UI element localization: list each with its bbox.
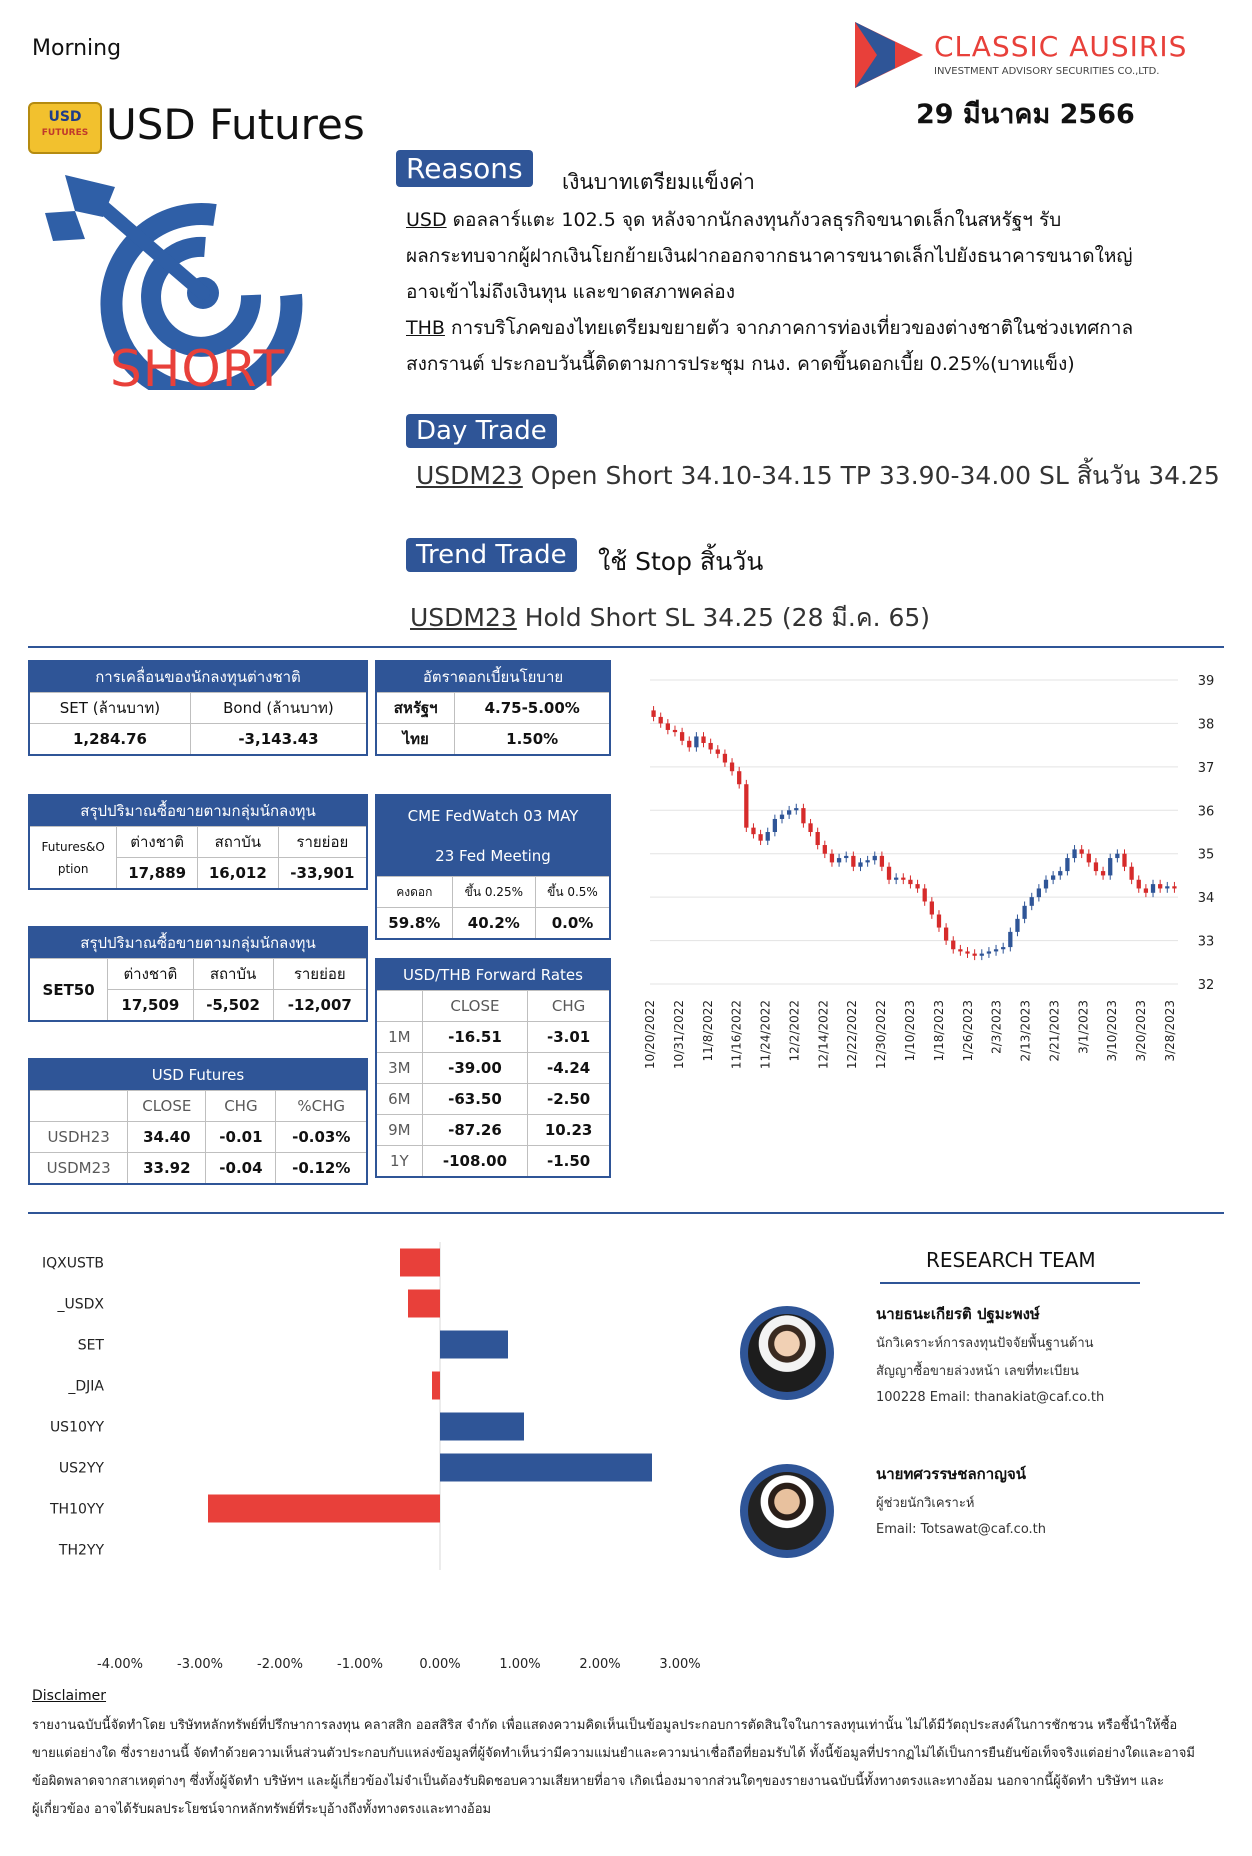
x-tick-label: -2.00% [257,1657,303,1670]
investor-set50-rowlabel: SET50 [29,959,108,1022]
x-tick-label: 12/22/2022 [845,1000,860,1070]
x-tick-label: 10/20/2022 [643,1000,657,1070]
usd-futures-close: 33.92 [128,1153,206,1185]
usd-tag: USD [406,209,447,231]
candle-body [873,856,877,860]
day-trade-symbol: USDM23 [416,461,523,490]
x-tick-label: 11/16/2022 [729,1000,744,1070]
candle-body [1115,854,1119,858]
candle-body [858,862,862,866]
forward-chg: -3.01 [528,1022,610,1053]
candle-body [730,763,734,772]
usd-futures-header: CHG [206,1091,276,1122]
disclaimer-line: รายงานฉบับนี้จัดทำโดย บริษัทหลักทรัพย์ที่ปรึกษาการลงทุน คลาสสิก ออสสิริส จำกัด เพื่อแสดงความคิดเห็นเป็นข้อมูลประกอบการตัดสินใจในการลงทุนเท่านั้น ไม่ได้มีวัตถุประสงค์ในการชักชวน หรือชี้นำให้ซื้อ [32,1718,1178,1733]
y-tick-label: 33 [1197,934,1215,950]
company-logo-icon [855,22,923,88]
investor-set50-title: สรุปปริมาณซื้อขายตามกลุ่มนักลงทุน [29,927,367,959]
candle-body [801,808,805,823]
trend-trade-text: Hold Short SL 34.25 (28 มี.ค. 65) [516,603,931,632]
forward-close: -87.26 [422,1115,528,1146]
investor-futures-value: 16,012 [197,858,278,890]
candle-body [680,732,684,741]
usd-futures-symbol: USDH23 [29,1122,128,1153]
x-tick-label: 3/1/2023 [1076,1000,1091,1054]
candle-body [780,815,784,819]
forward-tenor: 1Y [376,1146,422,1178]
candle-body [980,954,984,956]
candle-body [1094,862,1098,871]
candle-body [994,949,998,951]
investor-futures-value: 17,889 [117,858,198,890]
usd-futures-row [29,1122,367,1153]
fedwatch-value: 0.0% [535,908,610,940]
report-date: 29 มีนาคม 2566 [916,99,1135,130]
analyst-contact: 100228 Email: thanakiat@caf.co.th [876,1390,1105,1405]
investor-futures-rowlabel [29,827,117,890]
x-tick-label: 2/21/2023 [1047,1000,1062,1062]
candle-body [701,736,705,743]
usd-futures-pct: -0.12% [276,1153,367,1185]
analyst-contact: Email: Totsawat@caf.co.th [876,1522,1047,1537]
signal-label: SHORT [110,340,286,398]
candle-body [1015,919,1019,932]
investor-set50-value: 17,509 [108,990,193,1022]
candle-body [1044,880,1048,889]
candle-body [951,941,955,950]
forward-header: CLOSE [422,991,528,1022]
investor-futures-table [28,794,368,890]
candle-body [716,749,720,753]
disclaimer-title: Disclaimer [32,1688,107,1704]
candle-body [758,834,762,841]
candle-body [808,823,812,832]
forward-row [376,1115,610,1146]
usd-futures-table [28,1058,368,1185]
candle-body [851,856,855,867]
forward-rates-table [375,958,611,1178]
usd-futures-chg: -0.04 [206,1153,276,1185]
x-tick-label: 12/2/2022 [787,1000,802,1062]
badge-line1: USD [48,109,82,125]
candle-body [1080,849,1084,853]
fedwatch-value: 59.8% [376,908,452,940]
disclaimer-line: ขายแต่อย่างใด ซึ่งรายงานนี้ จัดทำด้วยความเห็นส่วนตัวประกอบกับแหล่งข้อมูลที่ผู้จัดทำเห็นว่ามีความแม่นยำและความน่าเชื่อถือที่ยอมรับได้ ทั้งนี้ข้อมูลที่ปรากฏไม่ได้เป็นการยืนยันข้อเท็จจริงแต่อย่างใดและอาจมี [32,1746,1195,1761]
candle-body [666,723,670,730]
analyst-name: นายทศวรรษชลกาญจน์ [876,1465,1026,1483]
forward-row [376,1084,610,1115]
candle-body [1058,871,1062,875]
trend-trade-note: ใช้ Stop สิ้นวัน [598,547,764,576]
forward-chg: -4.24 [528,1053,610,1084]
usd-line-2: ผลกระทบจากผู้ฝากเงินโยกย้ายเงินฝากออกจากธนาคารขนาดเล็กไปยังธนาคารขนาดใหญ่ [406,245,1133,267]
candle-body [908,880,912,884]
investor-futures-header: ต่างชาติ [117,827,198,858]
candle-body [794,808,798,810]
section-divider-mid [28,1212,1224,1214]
candle-body [773,819,777,832]
candle-body [1137,880,1141,889]
forward-close: -16.51 [422,1022,528,1053]
candle-body [958,949,962,951]
candle-body [923,888,927,901]
candle-body [744,784,748,827]
usd-futures-header: CLOSE [128,1091,206,1122]
y-tick-label: 32 [1197,978,1215,993]
y-tick-label: 34 [1197,891,1215,907]
usd-line-1 [406,202,1246,238]
candle-body [816,832,820,845]
disclaimer-line: ผู้เกี่ยวข้อง อาจได้รับผลประโยชน์จากหลักทรัพย์ที่ระบุอ้างถึงทั้งทางตรงและทางอ้อม [32,1802,492,1817]
x-tick-label: 1/26/2023 [960,1000,975,1062]
candle-body [915,884,919,888]
candle-body [1108,858,1112,875]
candle-body [737,771,741,784]
x-tick-label: 0.00% [419,1657,461,1670]
candle-body [766,832,770,841]
fedwatch-value: 40.2% [452,908,535,940]
fedwatch-title [376,795,610,877]
foreign-flow-table [28,660,368,756]
candle-body [1072,849,1076,858]
forward-tenor: 3M [376,1053,422,1084]
morning-label: Morning [32,36,122,61]
forward-header: CHG [528,991,610,1022]
analyst-name: นายธนะเกียรติ ปฐมะพงษ์ [876,1305,1040,1323]
rowlabel-2: ption [57,861,89,876]
policy-rate: 1.50% [455,724,610,756]
trend-trade-label: Trend Trade [406,538,577,572]
forward-row [376,1053,610,1084]
reasons-body [406,202,1246,382]
trend-trade-symbol: USDM23 [410,603,517,632]
reasons-label: Reasons [396,150,533,187]
investor-set50-header: สถาบัน [193,959,273,990]
investor-futures-title: สรุปปริมาณซื้อขายตามกลุ่มนักลงทุน [29,795,367,827]
day-trade-label: Day Trade [406,414,557,448]
forward-tenor: 1M [376,1022,422,1053]
x-tick-label: -1.00% [337,1657,383,1670]
bar [432,1372,440,1400]
candle-body [1151,884,1155,893]
investor-set50-header: รายย่อย [273,959,367,990]
y-tick-label: 38 [1197,717,1215,733]
analyst-role: สัญญาซื้อขายล่วงหน้า เลขที่ทะเบียน [876,1364,1079,1379]
fedwatch-title-1: CME FedWatch 03 MAY [407,807,579,825]
usd-futures-header: %CHG [276,1091,367,1122]
investor-set50-value: -12,007 [273,990,367,1022]
fedwatch-header: คงดอก [376,877,452,908]
policy-rate-table [375,660,611,756]
day-trade-line [416,456,1220,496]
x-tick-label: -3.00% [177,1657,223,1670]
x-tick-label: 1/18/2023 [931,1000,946,1062]
foreign-flow-col1: SET (ล้านบาท) [29,693,190,724]
candle-body [1051,875,1055,879]
policy-country: ไทย [376,724,455,756]
forward-close: -63.50 [422,1084,528,1115]
policy-rate: 4.75-5.00% [455,693,610,724]
candle-body [694,736,698,747]
candle-body [651,710,655,717]
candle-body [1065,858,1069,871]
candle-body [1030,897,1034,906]
bar [440,1331,508,1359]
x-tick-label: -4.00% [97,1657,143,1670]
y-tick-label: 37 [1197,760,1215,776]
x-tick-label: 2/13/2023 [1018,1000,1033,1062]
usd-futures-blank [29,1091,128,1122]
research-title-underline [880,1282,1140,1284]
bar [408,1290,440,1318]
policy-rate-title: อัตราดอกเบี้ยนโยบาย [376,661,610,693]
candle-body [844,856,848,858]
usd-text-1: ดอลลาร์แตะ 102.5 จุด หลังจากนักลงทุนกังวลธุรกิจขนาดเล็กในสหรัฐฯ รับ [446,209,1062,231]
forward-chg: 10.23 [528,1115,610,1146]
forward-row [376,1022,610,1053]
x-tick-label: 11/24/2022 [758,1000,773,1070]
research-team-title: RESEARCH TEAM [926,1248,1096,1272]
usd-futures-symbol: USDM23 [29,1153,128,1185]
forward-close: -39.00 [422,1053,528,1084]
forward-close: -108.00 [422,1146,528,1178]
usd-futures-row [29,1153,367,1185]
x-tick-label: 11/8/2022 [700,1000,715,1062]
foreign-flow-val1: 1,284.76 [29,724,190,756]
usd-futures-pct: -0.03% [276,1122,367,1153]
candle-body [880,856,884,867]
candle-body [1022,906,1026,919]
candle-body [865,860,869,862]
bar-category-label: IQXUSTB [41,1255,104,1272]
investor-set50-value: -5,502 [193,990,273,1022]
badge-line2: FUTURES [41,128,89,138]
thb-text-1: การบริโภคของไทยเตรียมขยายตัว จากภาคการท่องเที่ยวของต่างชาติในช่วงเทศกาล [444,317,1134,339]
y-tick-label: 36 [1197,804,1215,820]
candle-body [659,717,663,724]
candle-body [673,730,677,732]
rowlabel-1: Futures&O [41,839,105,854]
section-divider-top [28,646,1224,648]
candle-body [837,858,841,862]
candle-body [1165,886,1169,888]
usd-futures-badge-icon [28,102,102,154]
forward-tenor: 6M [376,1084,422,1115]
candle-body [823,845,827,854]
candle-body [901,878,905,880]
page-title: USD Futures [106,100,365,149]
forward-tenor: 9M [376,1115,422,1146]
investor-futures-header: สถาบัน [197,827,278,858]
forward-rates-title: USD/THB Forward Rates [376,959,610,991]
fedwatch-table [375,794,611,940]
x-tick-label: 3/20/2023 [1134,1000,1149,1062]
trend-trade-line [410,598,930,638]
candle-body [1129,867,1133,880]
candle-body [965,951,969,953]
bar [400,1249,440,1277]
foreign-flow-title: การเคลื่อนของนักลงทุนต่างชาติ [29,661,367,693]
candle-body [1122,854,1126,867]
candle-body [937,915,941,928]
usdthb-candlestick-chart [630,660,1230,1200]
x-tick-label: 10/31/2022 [671,1000,686,1070]
thb-tag: THB [406,317,445,339]
usd-line-3: อาจเข้าไม่ถึงเงินทุน และขาดสภาพคล่อง [406,281,735,303]
candle-body [1001,947,1005,949]
fedwatch-header: ขึ้น 0.25% [452,877,535,908]
forward-chg: -1.50 [528,1146,610,1178]
company-name: CLASSIC AUSIRIS [934,30,1188,63]
x-tick-label: 3/10/2023 [1105,1000,1120,1062]
x-tick-label: 1.00% [499,1657,541,1670]
fedwatch-title-2: 23 Fed Meeting [435,847,551,865]
disclaimer-body [32,1712,1222,1824]
usd-futures-close: 34.40 [128,1122,206,1153]
bar [440,1454,652,1482]
x-tick-label: 12/30/2022 [874,1000,889,1070]
candle-body [1087,854,1091,863]
avatar [740,1464,834,1558]
thb-line-2: สงกรานต์ ประกอบวันนี้ติดตามการประชุม กนง. คาดขึ้นดอกเบี้ย 0.25%(บาทแข็ง) [406,353,1075,375]
analyst-role: นักวิเคราะห์การลงทุนปัจจัยพื้นฐานด้าน [876,1336,1094,1351]
candle-body [709,743,713,750]
fedwatch-header: ขึ้น 0.5% [535,877,610,908]
candle-body [1158,884,1162,888]
bar [208,1495,440,1523]
candle-body [894,878,898,880]
investor-futures-header: รายย่อย [278,827,367,858]
investor-futures-value: -33,901 [278,858,367,890]
candle-body [1172,886,1176,888]
analyst-role: ผู้ช่วยนักวิเคราะห์ [876,1496,975,1511]
investor-set50-table [28,926,368,1022]
y-tick-label: 39 [1197,674,1215,689]
candle-body [830,854,834,863]
bar-category-label: TH10YY [50,1501,104,1518]
bar-category-label: _USDX [57,1296,104,1313]
x-tick-label: 2.00% [579,1657,621,1670]
avatar-photo [748,1472,826,1550]
candle-body [987,951,991,953]
foreign-flow-col2: Bond (ล้านบาท) [190,693,367,724]
candle-body [687,741,691,748]
policy-country: สหรัฐฯ [376,693,455,724]
forward-row [376,1146,610,1178]
candle-body [723,754,727,763]
foreign-flow-val2: -3,143.43 [190,724,367,756]
candle-body [1037,888,1041,897]
bar-category-label: SET [77,1337,104,1354]
candle-body [1144,888,1148,892]
avatar-photo [748,1314,826,1392]
candle-body [787,810,791,814]
bar-category-label: US10YY [49,1419,104,1436]
candle-body [930,901,934,914]
bar [440,1413,524,1441]
avatar [740,1306,834,1400]
x-tick-label: 1/10/2023 [903,1000,917,1062]
y-tick-label: 35 [1197,847,1215,863]
candle-body [887,867,891,880]
bar-category-label: TH2YY [58,1542,104,1559]
forward-blank [376,991,422,1022]
bar-category-label: US2YY [58,1460,104,1477]
reasons-headline: เงินบาทเตรียมแข็งค่า [562,170,755,194]
x-tick-label: 2/3/2023 [989,1000,1004,1054]
disclaimer-line: ข้อผิดพลาดจากสาเหตุต่างๆ ซึ่งทั้งผู้จัดทำ บริษัทฯ และผู้เกี่ยวข้องไม่จำเป็นต้องรับผิดชอบความเสียหายที่อาจ เกิดเนื่องมาจากส่วนใดๆของรายงานฉบับนี้ทั้งทางตรงและทางอ้อม นอกจากนี้ผู้จัดทำ บริษัทฯ และ [32,1774,1164,1789]
candle-body [1101,871,1105,875]
candle-body [944,928,948,941]
candle-body [973,954,977,956]
candle-body [1008,932,1012,947]
bar-category-label: _DJIA [68,1378,104,1395]
x-tick-label: 12/14/2022 [816,1000,831,1070]
company-subname: INVESTMENT ADVISORY SECURITIES CO.,LTD. [934,66,1160,77]
x-tick-label: 3/28/2023 [1163,1000,1177,1062]
x-tick-label: 3.00% [659,1657,701,1670]
usd-futures-title: USD Futures [29,1059,367,1091]
market-change-bar-chart [20,1230,720,1670]
usd-futures-chg: -0.01 [206,1122,276,1153]
day-trade-text: Open Short 34.10-34.15 TP 33.90-34.00 SL สิ้นวัน 34.25 [522,461,1220,490]
thb-line-1 [406,310,1246,346]
candle-body [751,828,755,835]
investor-set50-header: ต่างชาติ [108,959,193,990]
forward-chg: -2.50 [528,1084,610,1115]
